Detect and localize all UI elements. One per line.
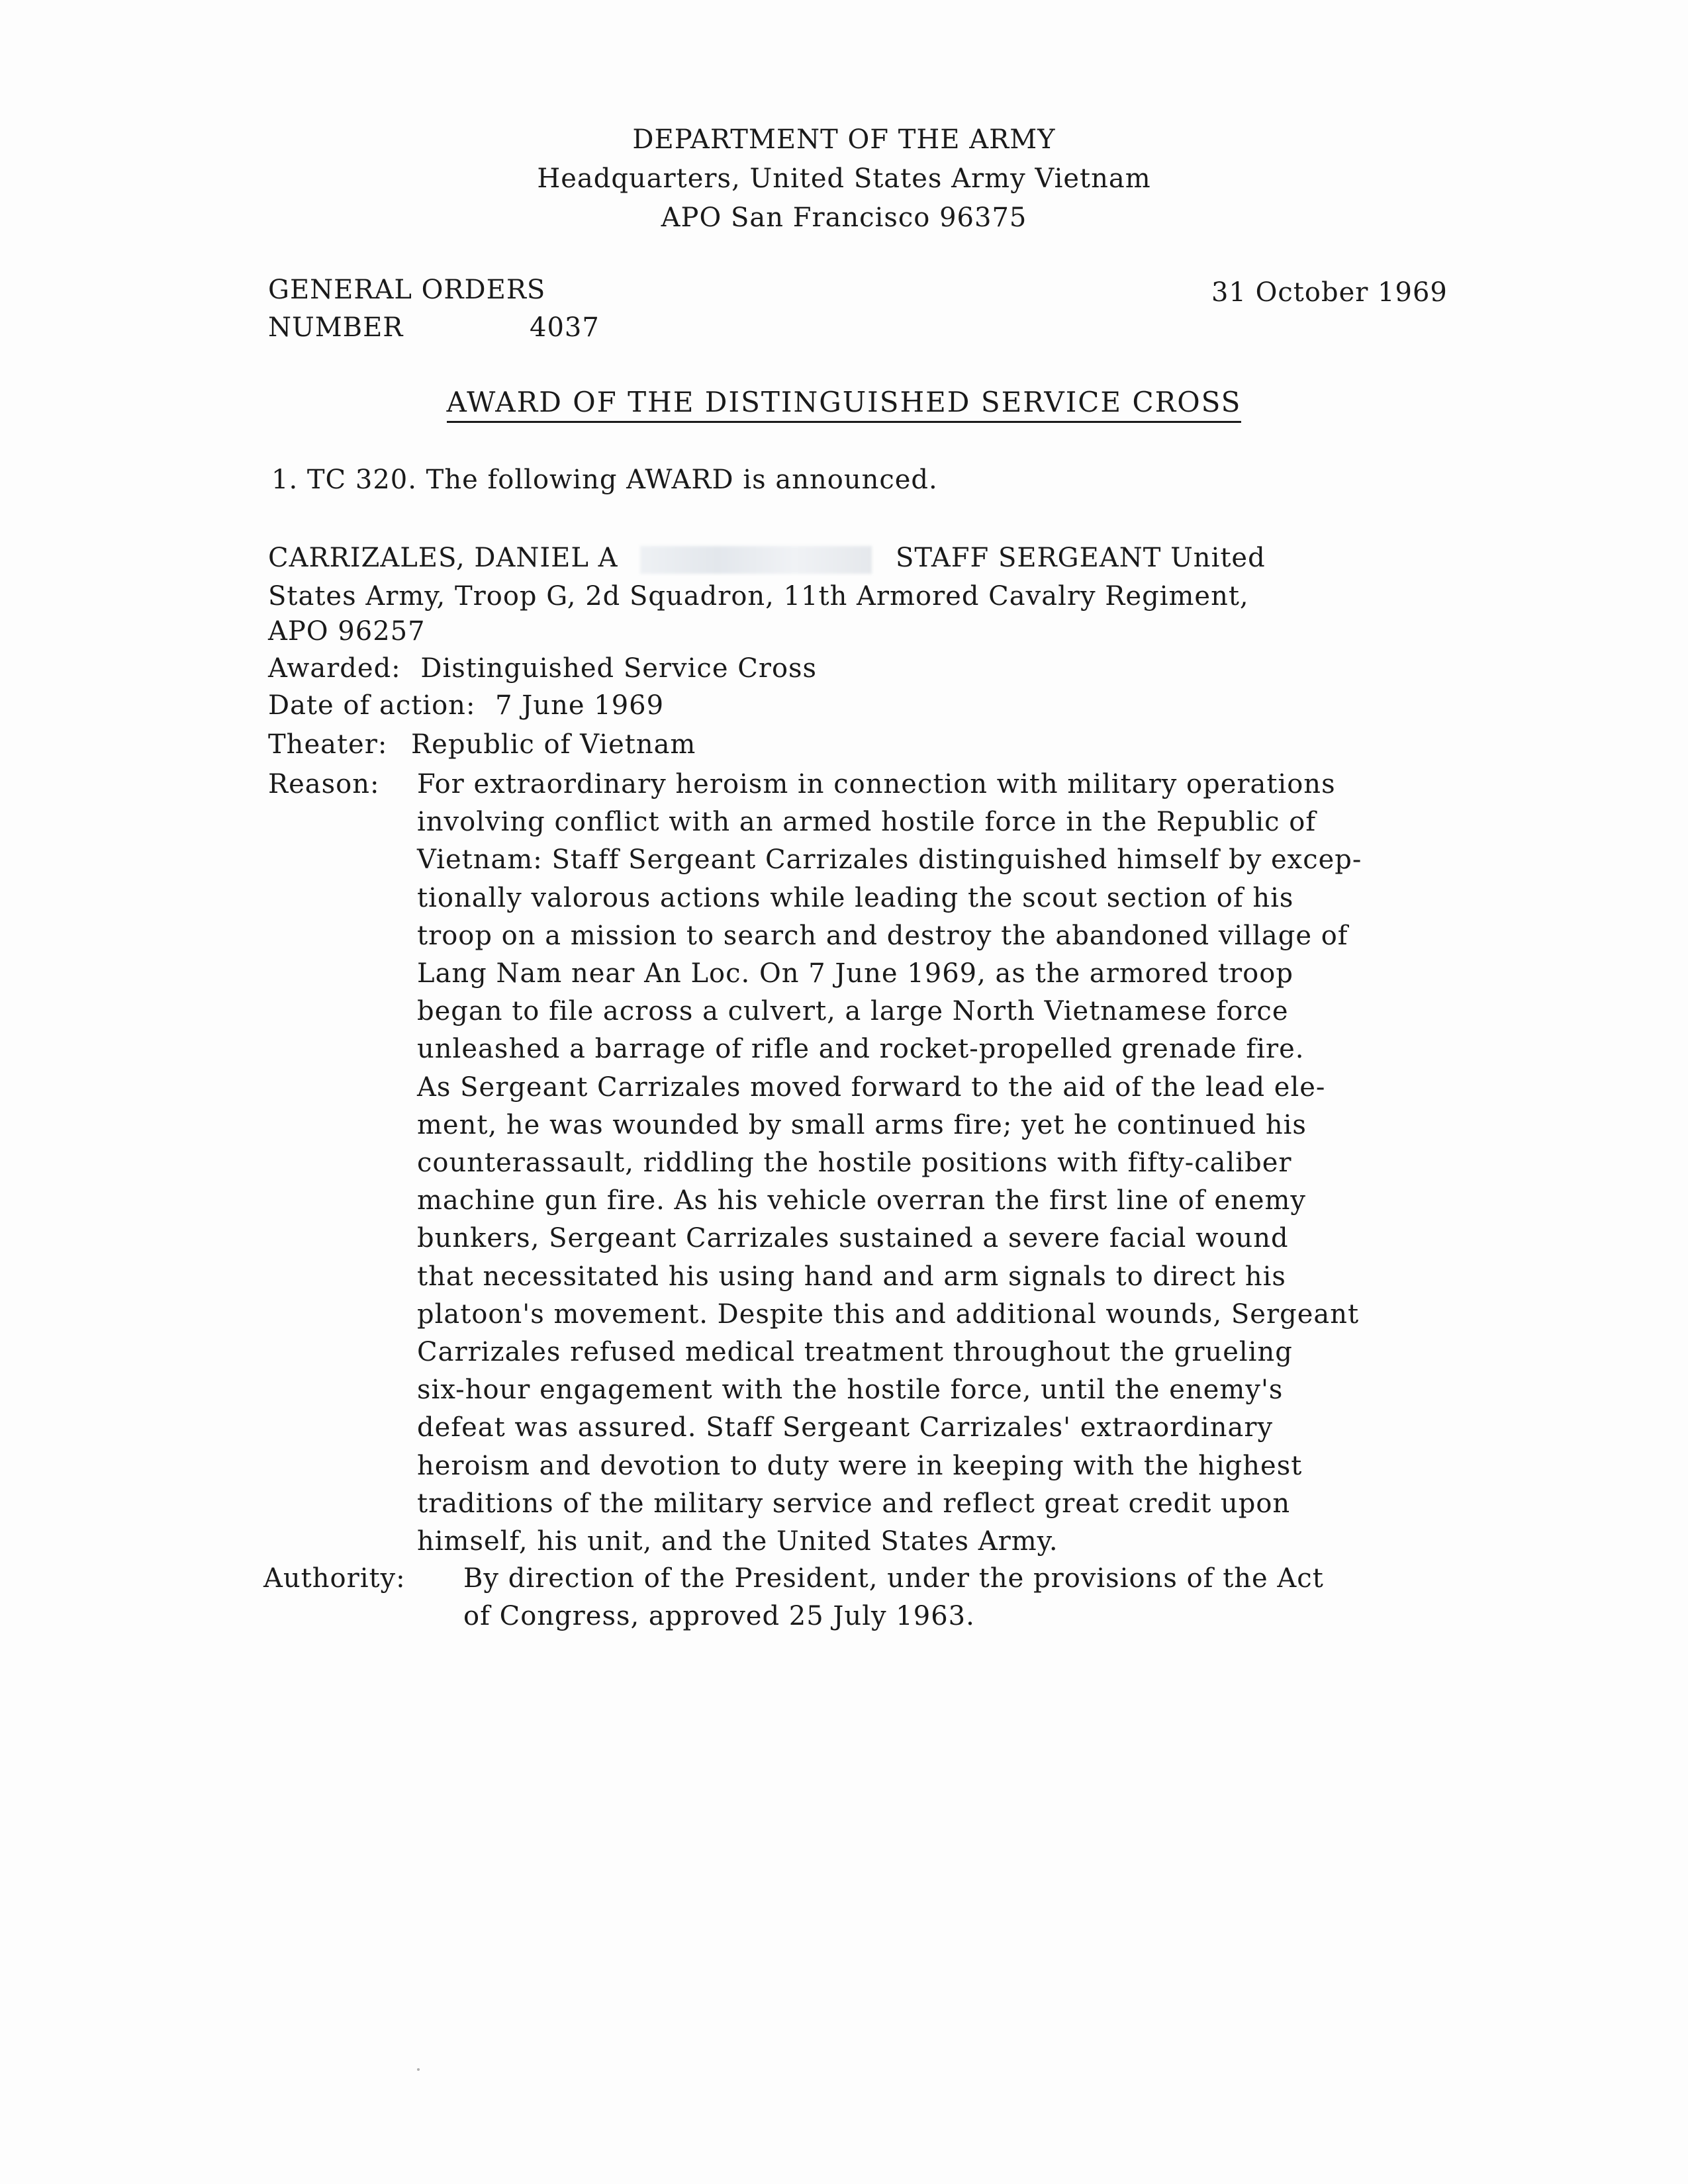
theater-row xyxy=(268,726,696,763)
redacted-service-number xyxy=(640,546,872,574)
date-of-action-label: Date of action: xyxy=(268,690,476,721)
reason-line: machine gun fire. As his vehicle overran the first line of enemy xyxy=(417,1185,1307,1216)
reason-label: Reason: xyxy=(268,769,380,799)
reason-line: As Sergeant Carrizales moved forward to the aid of the lead ele- xyxy=(417,1071,1326,1103)
reason-line: that necessitated his using hand and arm signals to direct his xyxy=(417,1261,1286,1292)
reason-line: defeat was assured. Staff Sergeant Carrizales' extraordinary xyxy=(417,1412,1274,1443)
reason-line: counterassault, riddling the hostile positions with fifty-caliber xyxy=(417,1148,1292,1179)
reason-line: Carrizales refused medical treatment throughout the grueling xyxy=(417,1337,1293,1368)
reason-line: For extraordinary heroism in connection with military operations xyxy=(417,769,1336,799)
reason-line: troop on a mission to search and destroy the abandoned village of xyxy=(417,920,1348,951)
reason-line: bunkers, Sergeant Carrizales sustained a severe facial wound xyxy=(417,1223,1289,1254)
number-value: 4037 xyxy=(530,312,600,343)
recipient-unit-line2: APO 96257 xyxy=(268,616,426,647)
awarded-label: Awarded: xyxy=(268,653,401,684)
reason-line: himself, his unit, and the United States Army. xyxy=(417,1526,1058,1557)
announcement: 1. TC 320. The following AWARD is announced. xyxy=(271,465,938,495)
reason-line: six-hour engagement with the hostile force, until the enemy's xyxy=(417,1375,1284,1406)
reason-line: traditions of the military service and reflect great credit upon xyxy=(417,1488,1291,1519)
authority-text xyxy=(463,1560,1324,1635)
order-date: 31 October 1969 xyxy=(1211,277,1448,308)
header-headquarters: Headquarters, United States Army Vietnam xyxy=(537,163,1151,194)
awarded-row xyxy=(268,650,817,687)
reason-line: involving conflict with an armed hostile force in the Republic of xyxy=(417,807,1317,838)
theater-value: Republic of Vietnam xyxy=(411,729,696,760)
reason-line: Vietnam: Staff Sergeant Carrizales distinguished himself by excep- xyxy=(417,844,1362,876)
awarded-value: Distinguished Service Cross xyxy=(420,653,818,684)
general-orders-label: GENERAL ORDERS xyxy=(268,275,546,305)
reason-line: unleashed a barrage of rifle and rocket-propelled grenade fire. xyxy=(417,1034,1305,1065)
header-department: DEPARTMENT OF THE ARMY xyxy=(632,124,1056,155)
date-of-action-row xyxy=(268,687,664,724)
document-title-text: AWARD OF THE DISTINGUISHED SERVICE CROSS xyxy=(447,386,1242,423)
number-label: NUMBER xyxy=(268,312,404,343)
scan-speck xyxy=(417,2068,420,2071)
reason-line: platoon's movement. Despite this and additional wounds, Sergeant xyxy=(417,1298,1360,1330)
theater-label: Theater: xyxy=(268,729,388,760)
recipient-name: CARRIZALES, DANIEL A xyxy=(268,543,618,573)
header-apo: APO San Francisco 96375 xyxy=(661,203,1027,233)
reason-line: tionally valorous actions while leading the scout section of his xyxy=(417,882,1294,913)
authority-line: By direction of the President, under the provisions of the Act xyxy=(463,1563,1324,1594)
date-of-action-value: 7 June 1969 xyxy=(495,690,665,721)
reason-line: ment, he was wounded by small arms fire; yet he continued his xyxy=(417,1109,1307,1140)
reason-line: heroism and devotion to duty were in keeping with the highest xyxy=(417,1450,1303,1481)
recipient-name-row xyxy=(268,539,1266,576)
recipient-unit-line1: States Army, Troop G, 2d Squadron, 11th Armored Cavalry Regiment, xyxy=(268,581,1249,612)
reason-text xyxy=(417,766,1556,1561)
reason-line: Lang Nam near An Loc. On 7 June 1969, as the armored troop xyxy=(417,958,1293,989)
authority-label: Authority: xyxy=(263,1563,406,1594)
document-title xyxy=(0,384,1688,421)
authority-line: of Congress, approved 25 July 1963. xyxy=(463,1601,975,1631)
recipient-rank: STAFF SERGEANT United xyxy=(895,543,1266,573)
reason-line: began to file across a culvert, a large North Vietnamese force xyxy=(417,996,1289,1027)
